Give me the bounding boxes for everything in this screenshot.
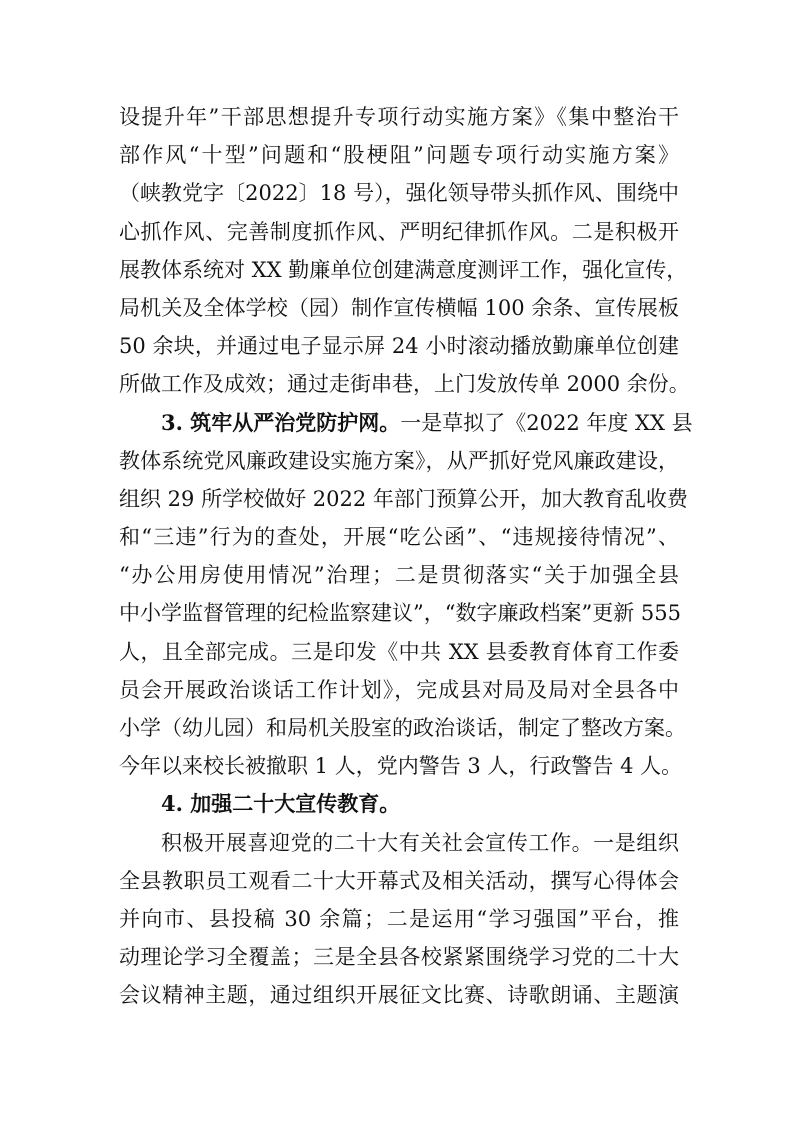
text-line [119, 747, 683, 785]
text-line [119, 938, 679, 976]
line-text: 积极开展喜迎党的二十大有关社会宣传工作。一是组织 [161, 830, 679, 855]
line-text: 所做工作及成效；通过走街串巷，上门发放传单 2000 余份。 [119, 372, 690, 397]
line-text: 展教体系统对 XX 勤廉单位创建满意度测评工作，强化宣传， [119, 257, 688, 282]
line-text: 和“三违”行为的查处，开展“吃公函”、“违规接待情况”、 [119, 525, 679, 550]
text-line [119, 633, 679, 671]
text-line [119, 365, 690, 403]
line-text: 局机关及全体学校（园）制作宣传横幅 100 余条、宣传展板 [119, 295, 679, 320]
text-line [119, 98, 679, 136]
text-line [119, 594, 679, 632]
line-text: （峡教党字〔2022〕18 号），强化领导带头抓作风、围绕中 [119, 181, 679, 206]
text-line [119, 556, 679, 594]
text-line [119, 251, 688, 289]
section-heading: 4. 加强二十大宣传教育。 [161, 791, 401, 817]
section-heading: 3. 筑牢从严治党防护网。 [161, 409, 401, 435]
line-text: 人，且全部完成。三是印发《中共 XX 县委教育体育工作委 [119, 639, 679, 664]
line-text: 中小学监督管理的纪检监察建议”，“数字廉政档案”更新 555 [119, 601, 681, 626]
text-line [119, 289, 679, 327]
line-text: 部作风“十型”问题和“股梗阻”问题专项行动实施方案》 [119, 143, 679, 168]
text-line [119, 518, 679, 556]
text-line [119, 136, 679, 174]
text-line [119, 709, 686, 747]
line-text: 一是草拟了《2022 年度 XX 县 [400, 410, 693, 435]
text-line [119, 862, 679, 900]
section-heading-line [119, 785, 679, 823]
line-text: 会议精神主题，通过组织开展征文比赛、诗歌朗诵、主题演 [119, 983, 679, 1008]
text-line [119, 900, 679, 938]
line-text: 全县教职员工观看二十大开幕式及相关活动，撰写心得体会 [119, 868, 679, 893]
line-text: 员会开展政治谈话工作计划》，完成县对局及局对全县各中 [119, 677, 679, 702]
line-text: 组织 29 所学校做好 2022 年部门预算公开，加大教育乱收费 [119, 486, 688, 511]
line-text: 教体系统党风廉政建设实施方案》，从严抓好党风廉政建设， [119, 448, 679, 473]
line-text: “办公用房使用情况”治理；二是贯彻落实“关于加强全县 [119, 563, 679, 588]
text-line [119, 174, 679, 212]
text-line [119, 480, 688, 518]
line-text: 小学（幼儿园）和局机关股室的政治谈话，制定了整改方案。 [119, 716, 686, 740]
section-heading-line [119, 404, 693, 442]
text-line [119, 213, 679, 251]
line-text: 今年以来校长被撤职 1 人，党内警告 3 人，行政警告 4 人。 [119, 754, 683, 779]
text-line [119, 327, 679, 365]
text-line [119, 671, 679, 709]
line-text: 动理论学习全覆盖；三是全县各校紧紧围绕学习党的二十大 [119, 945, 679, 970]
line-text: 心抓作风、完善制度抓作风、严明纪律抓作风。二是积极开 [119, 219, 679, 244]
document-body [119, 98, 693, 1015]
line-text: 设提升年”干部思想提升专项行动实施方案》《集中整治干 [119, 105, 679, 129]
text-line [119, 824, 679, 862]
text-line [119, 442, 679, 480]
text-line [119, 976, 679, 1014]
line-text: 50 余块，并通过电子显示屏 24 小时滚动播放勤廉单位创建 [119, 334, 679, 359]
line-text: 并向市、县投稿 30 余篇；二是运用“学习强国”平台，推 [119, 906, 679, 931]
